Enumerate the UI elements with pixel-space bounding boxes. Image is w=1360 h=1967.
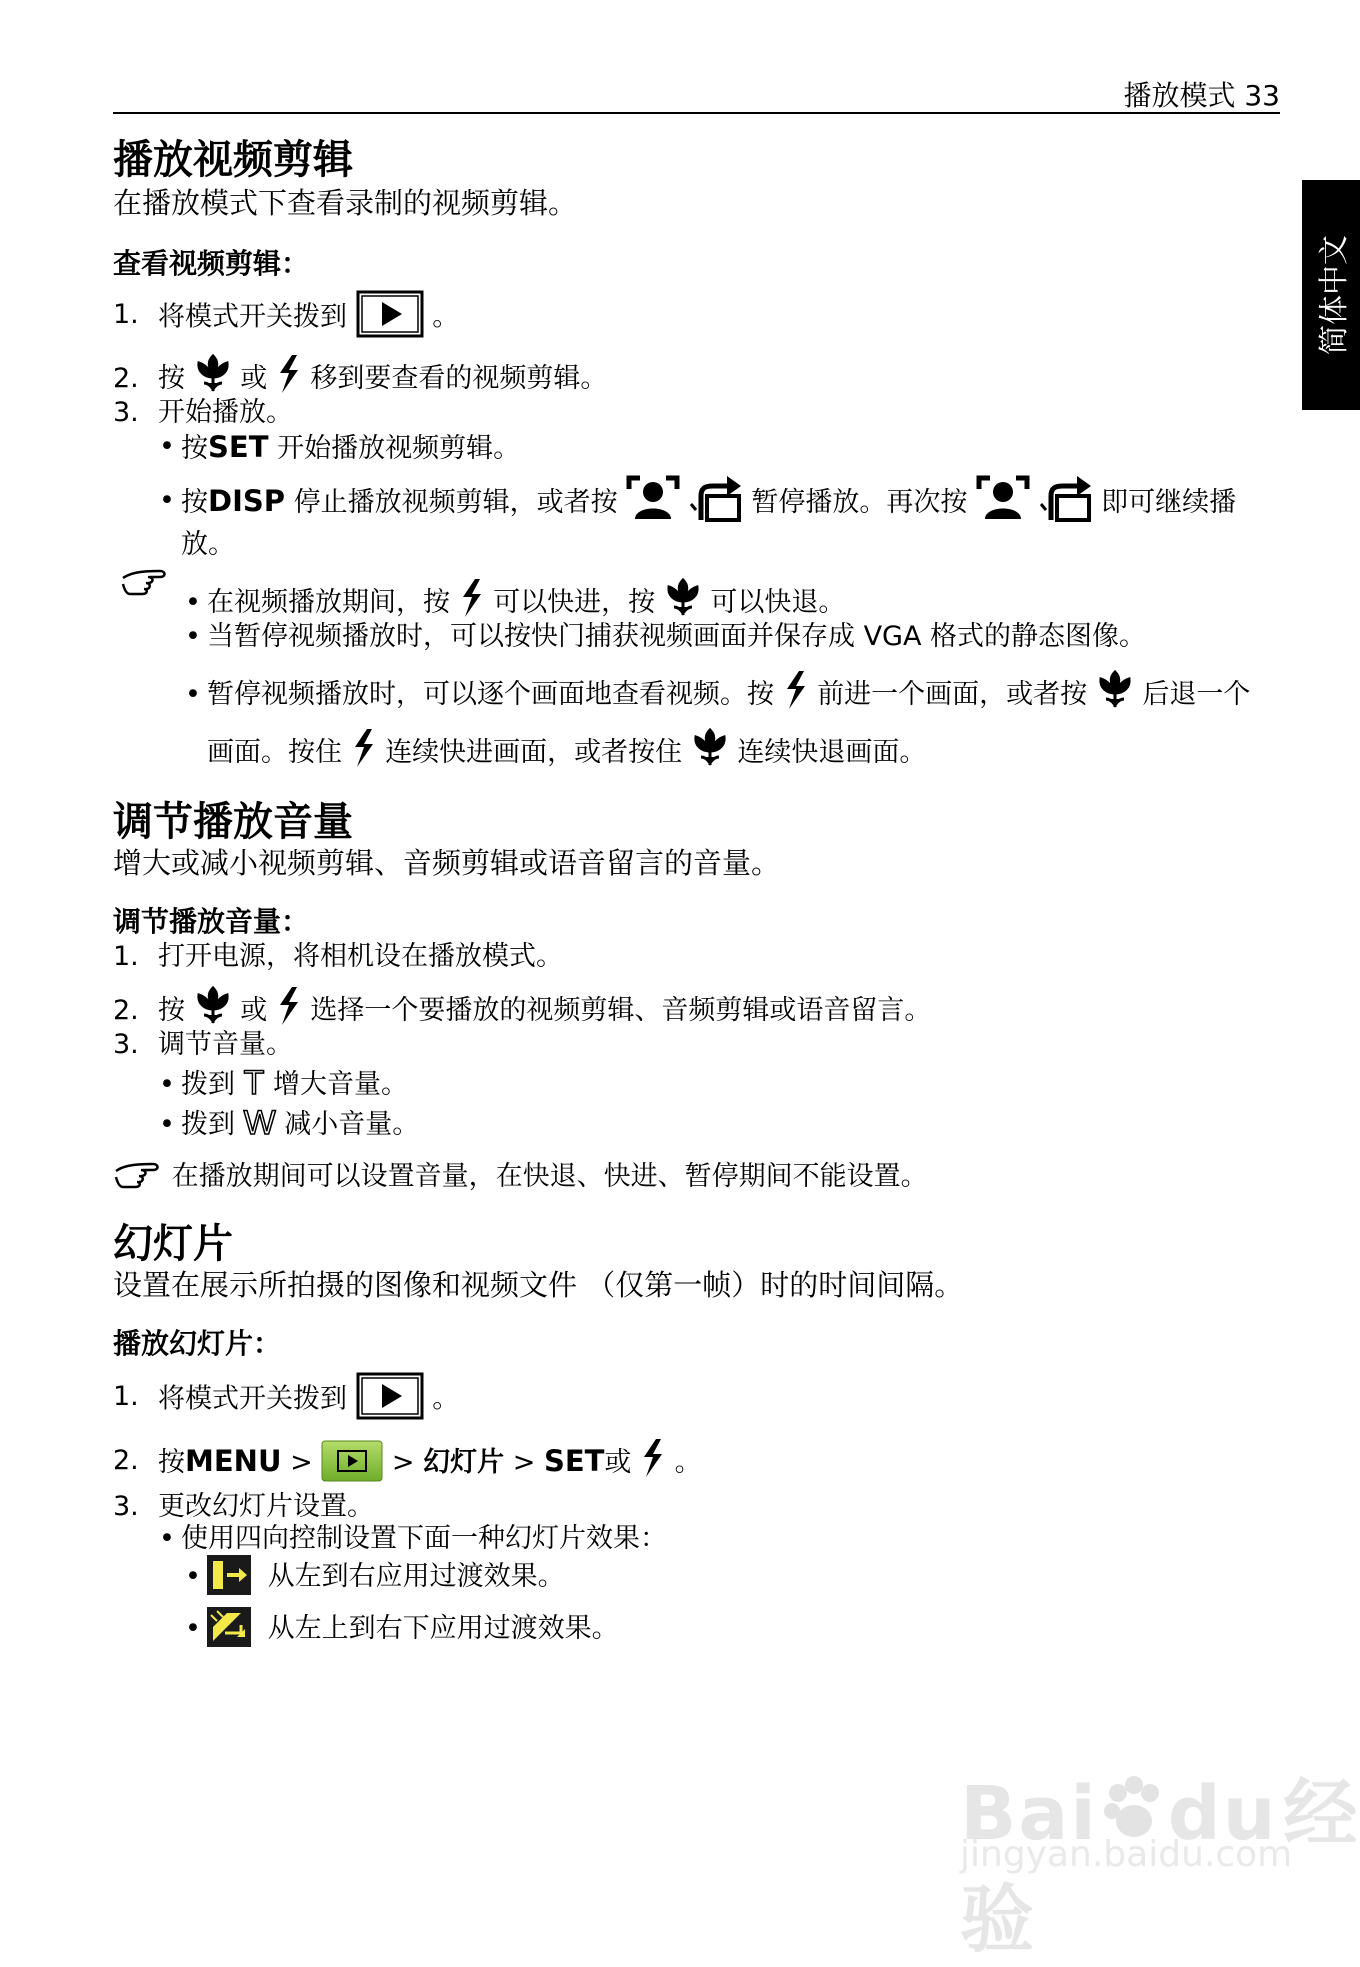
effect-diagonal-icon [207, 1607, 251, 1647]
note-text: 画面。按住 [207, 737, 342, 768]
set-key-label: SET [543, 1444, 605, 1478]
step-text: 开始播放。 [158, 397, 293, 428]
paw-icon [1098, 1773, 1168, 1843]
flash-icon [276, 354, 302, 394]
section-desc: 在播放模式下查看录制的视频剪辑。 [113, 186, 578, 220]
section-title-slideshow: 幻灯片 [113, 1221, 233, 1267]
section-desc: 增大或减小视频剪辑、音频剪辑或语音留言的音量。 [113, 846, 781, 880]
step-end: 。 [432, 1383, 460, 1415]
step-3 [113, 1028, 293, 1062]
macro-flower-icon [1096, 669, 1134, 709]
step-2 [113, 994, 932, 1028]
bullet-text: 减小音量。 [284, 1109, 420, 1140]
volume-note [113, 1160, 928, 1194]
play-mode-icon [356, 290, 424, 338]
step-text: 将模式开关拨到 [158, 1383, 347, 1415]
effect-2 [207, 1612, 619, 1647]
step-number: 1. [113, 299, 139, 330]
subheading: 播放幻灯片： [113, 1327, 282, 1360]
step-number: 3. [113, 1029, 139, 1060]
note-3-cont [207, 736, 926, 770]
step-2 [113, 362, 608, 396]
macro-flower-icon [691, 727, 729, 767]
subheading: 调节播放音量： [113, 905, 310, 938]
step-separator: > [391, 1447, 415, 1478]
step-end: 。 [432, 301, 460, 333]
bullet-text: 增大音量。 [272, 1069, 408, 1100]
step-end: 。 [674, 1447, 702, 1478]
menu-key-label: MENU [185, 1444, 282, 1478]
face-icon [626, 475, 680, 521]
macro-flower-icon [664, 577, 702, 617]
flash-icon [351, 728, 377, 768]
flash-icon [783, 670, 809, 710]
note-hand-icon [120, 568, 170, 598]
language-tab [1302, 180, 1360, 410]
note-text: 后退一个 [1142, 679, 1251, 710]
slideshow-label: 幻灯片 [423, 1447, 505, 1478]
step-text: 或 [240, 995, 268, 1026]
zoom-w-icon: W [243, 1103, 276, 1142]
step-text: 更改幻灯片设置。 [158, 1491, 374, 1522]
language-tab-label: 简体中文 [1317, 235, 1352, 355]
note-hand-icon [113, 1161, 163, 1191]
bullet-text: 按 [181, 487, 208, 518]
bullet-zoom-w [181, 1103, 420, 1142]
bullet-text: 开始播放视频剪辑。 [277, 433, 521, 464]
macro-flower-icon [194, 985, 232, 1025]
bullet-text: 拨到 [181, 1109, 235, 1140]
flash-icon [459, 578, 485, 618]
step-text: 调节音量。 [158, 1029, 293, 1060]
step-text: 按 [158, 995, 185, 1026]
watermark-brand: 经验 [960, 1771, 1360, 1963]
bullet-zoom-t [181, 1063, 408, 1102]
note-text: 在视频播放期间，按 [207, 587, 450, 618]
step-text: 按 [158, 1447, 185, 1478]
note-text: 在播放期间可以设置音量，在快退、快进、暂停期间不能设置。 [171, 1161, 928, 1192]
step-1 [113, 298, 460, 333]
rotate-icon [689, 474, 743, 522]
step-text: 移到要查看的视频剪辑。 [310, 363, 608, 394]
rotate-icon [1039, 474, 1093, 522]
flash-icon [640, 1438, 666, 1478]
note-2: • 当暂停视频播放时，可以按快门捕获视频画面并保存成 VGA 格式的静态图像。 [207, 620, 1146, 654]
face-icon [976, 475, 1030, 521]
bullet-set [181, 430, 520, 466]
note-text: 可以快退。 [710, 587, 846, 618]
step-2 [113, 1444, 702, 1478]
step-number: 3. [113, 1491, 139, 1522]
section-title-volume: 调节播放音量 [113, 799, 353, 845]
play-mode-icon [356, 1372, 424, 1420]
effect-text: 从左上到右下应用过渡效果。 [267, 1613, 619, 1644]
menu-playback-icon [321, 1440, 383, 1482]
header-rule [113, 112, 1280, 114]
bullet-disp [181, 484, 1236, 522]
effect-text: 从左到右应用过渡效果。 [267, 1561, 565, 1592]
disp-key-label: DISP [208, 484, 286, 518]
bullet-disp-cont: 放。 [181, 529, 235, 560]
watermark-url: jingyan.baidu.com [960, 1834, 1293, 1875]
bullet-text: 按 [181, 433, 208, 464]
step-text: 或 [604, 1447, 632, 1478]
bullet-text: 拨到 [181, 1069, 235, 1100]
step-number: 1. [113, 941, 139, 972]
flash-icon [276, 986, 302, 1026]
step-1 [113, 1380, 460, 1415]
step-number: 2. [113, 363, 139, 394]
note-text: 可以快进，按 [493, 587, 656, 618]
watermark-brand: du [1167, 1771, 1278, 1857]
zoom-t-icon: T [243, 1063, 265, 1102]
step-3 [113, 396, 293, 430]
bullet-text: 即可继续播 [1101, 487, 1237, 518]
note-3 [207, 678, 1250, 712]
step-text: 选择一个要播放的视频剪辑、音频剪辑或语音留言。 [310, 995, 932, 1026]
section-desc: 设置在展示所拍摄的图像和视频文件 （仅第一帧）时的时间间隔。 [113, 1268, 964, 1302]
page-header [1123, 74, 1280, 114]
note-text: 前进一个画面，或者按 [817, 679, 1088, 710]
page-number: 33 [1244, 79, 1280, 112]
note-text: 连续快退画面。 [737, 737, 927, 768]
watermark-brand: Bai [960, 1771, 1098, 1857]
macro-flower-icon [194, 353, 232, 393]
subheading: 查看视频剪辑： [113, 247, 310, 280]
step-text: 将模式开关拨到 [158, 301, 347, 333]
step-number: 2. [113, 995, 139, 1026]
step-separator: > [512, 1447, 536, 1478]
effect-left-right-icon [207, 1555, 251, 1595]
step-text: 或 [240, 363, 268, 394]
step-text: 打开电源，将相机设在播放模式。 [158, 941, 563, 972]
step-3 [113, 1490, 374, 1524]
step-1 [113, 940, 563, 974]
step-number: 1. [113, 1381, 139, 1412]
step-text: 按 [158, 363, 185, 394]
note-text: 暂停视频播放时，可以逐个画面地查看视频。按 [207, 679, 774, 710]
note-text: 连续快进画面，或者按住 [385, 737, 683, 768]
bullet-effects: • 使用四向控制设置下面一种幻灯片效果： [181, 1522, 667, 1556]
note-1 [207, 586, 845, 620]
section-title-playback-video: 播放视频剪辑 [113, 137, 353, 183]
step-number: 2. [113, 1445, 139, 1476]
header-title: 播放模式 [1123, 79, 1236, 112]
effect-1 [207, 1560, 565, 1595]
step-separator: > [290, 1447, 313, 1478]
bullet-text: 暂停播放。再次按 [751, 487, 968, 518]
bullet-text: 停止播放视频剪辑，或者按 [293, 487, 618, 518]
step-number: 3. [113, 397, 139, 428]
set-key-label: SET [208, 430, 269, 464]
